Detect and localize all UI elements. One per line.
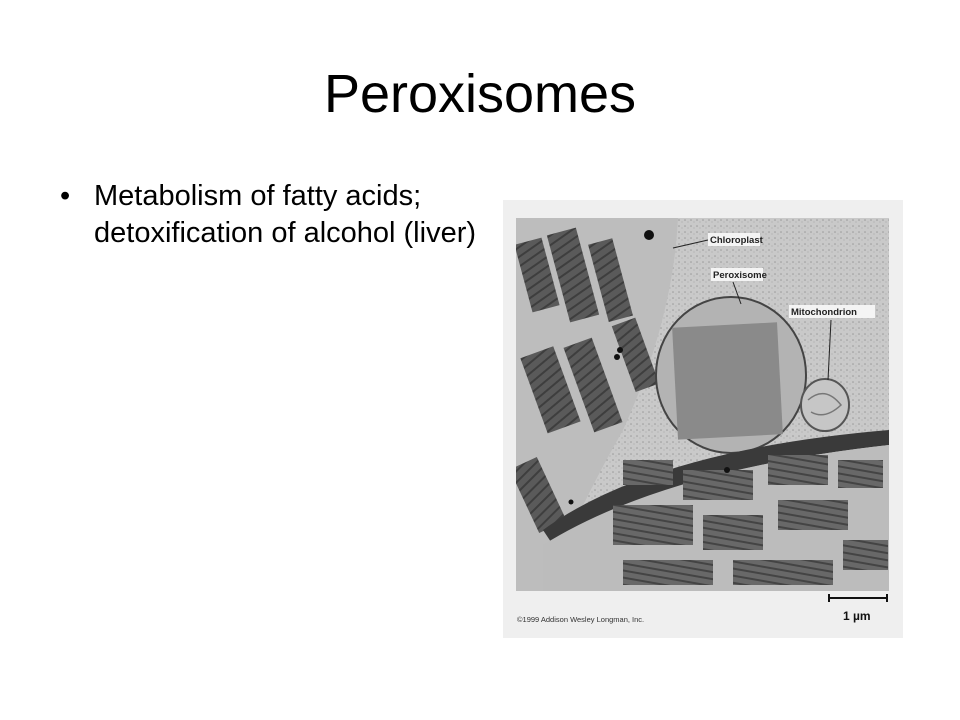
electron-micrograph — [510, 218, 889, 591]
micrograph-svg — [503, 200, 903, 638]
chloroplast-label: Chloroplast — [710, 235, 763, 246]
copyright-text: ©1999 Addison Wesley Longman, Inc. — [517, 615, 645, 624]
micrograph-figure — [503, 200, 903, 638]
peroxisome-label: Peroxisome — [713, 270, 767, 281]
slide-title: Peroxisomes — [323, 64, 637, 124]
bullet-item — [60, 178, 480, 252]
bullet-text: Metabolism of fatty acids; detoxification of alcohol (liver) — [94, 180, 477, 249]
scale-bar-label: 1 µm — [843, 609, 871, 623]
bullet-marker: • — [60, 180, 71, 212]
mitochondrion-label: Mitochondrion — [791, 307, 857, 318]
